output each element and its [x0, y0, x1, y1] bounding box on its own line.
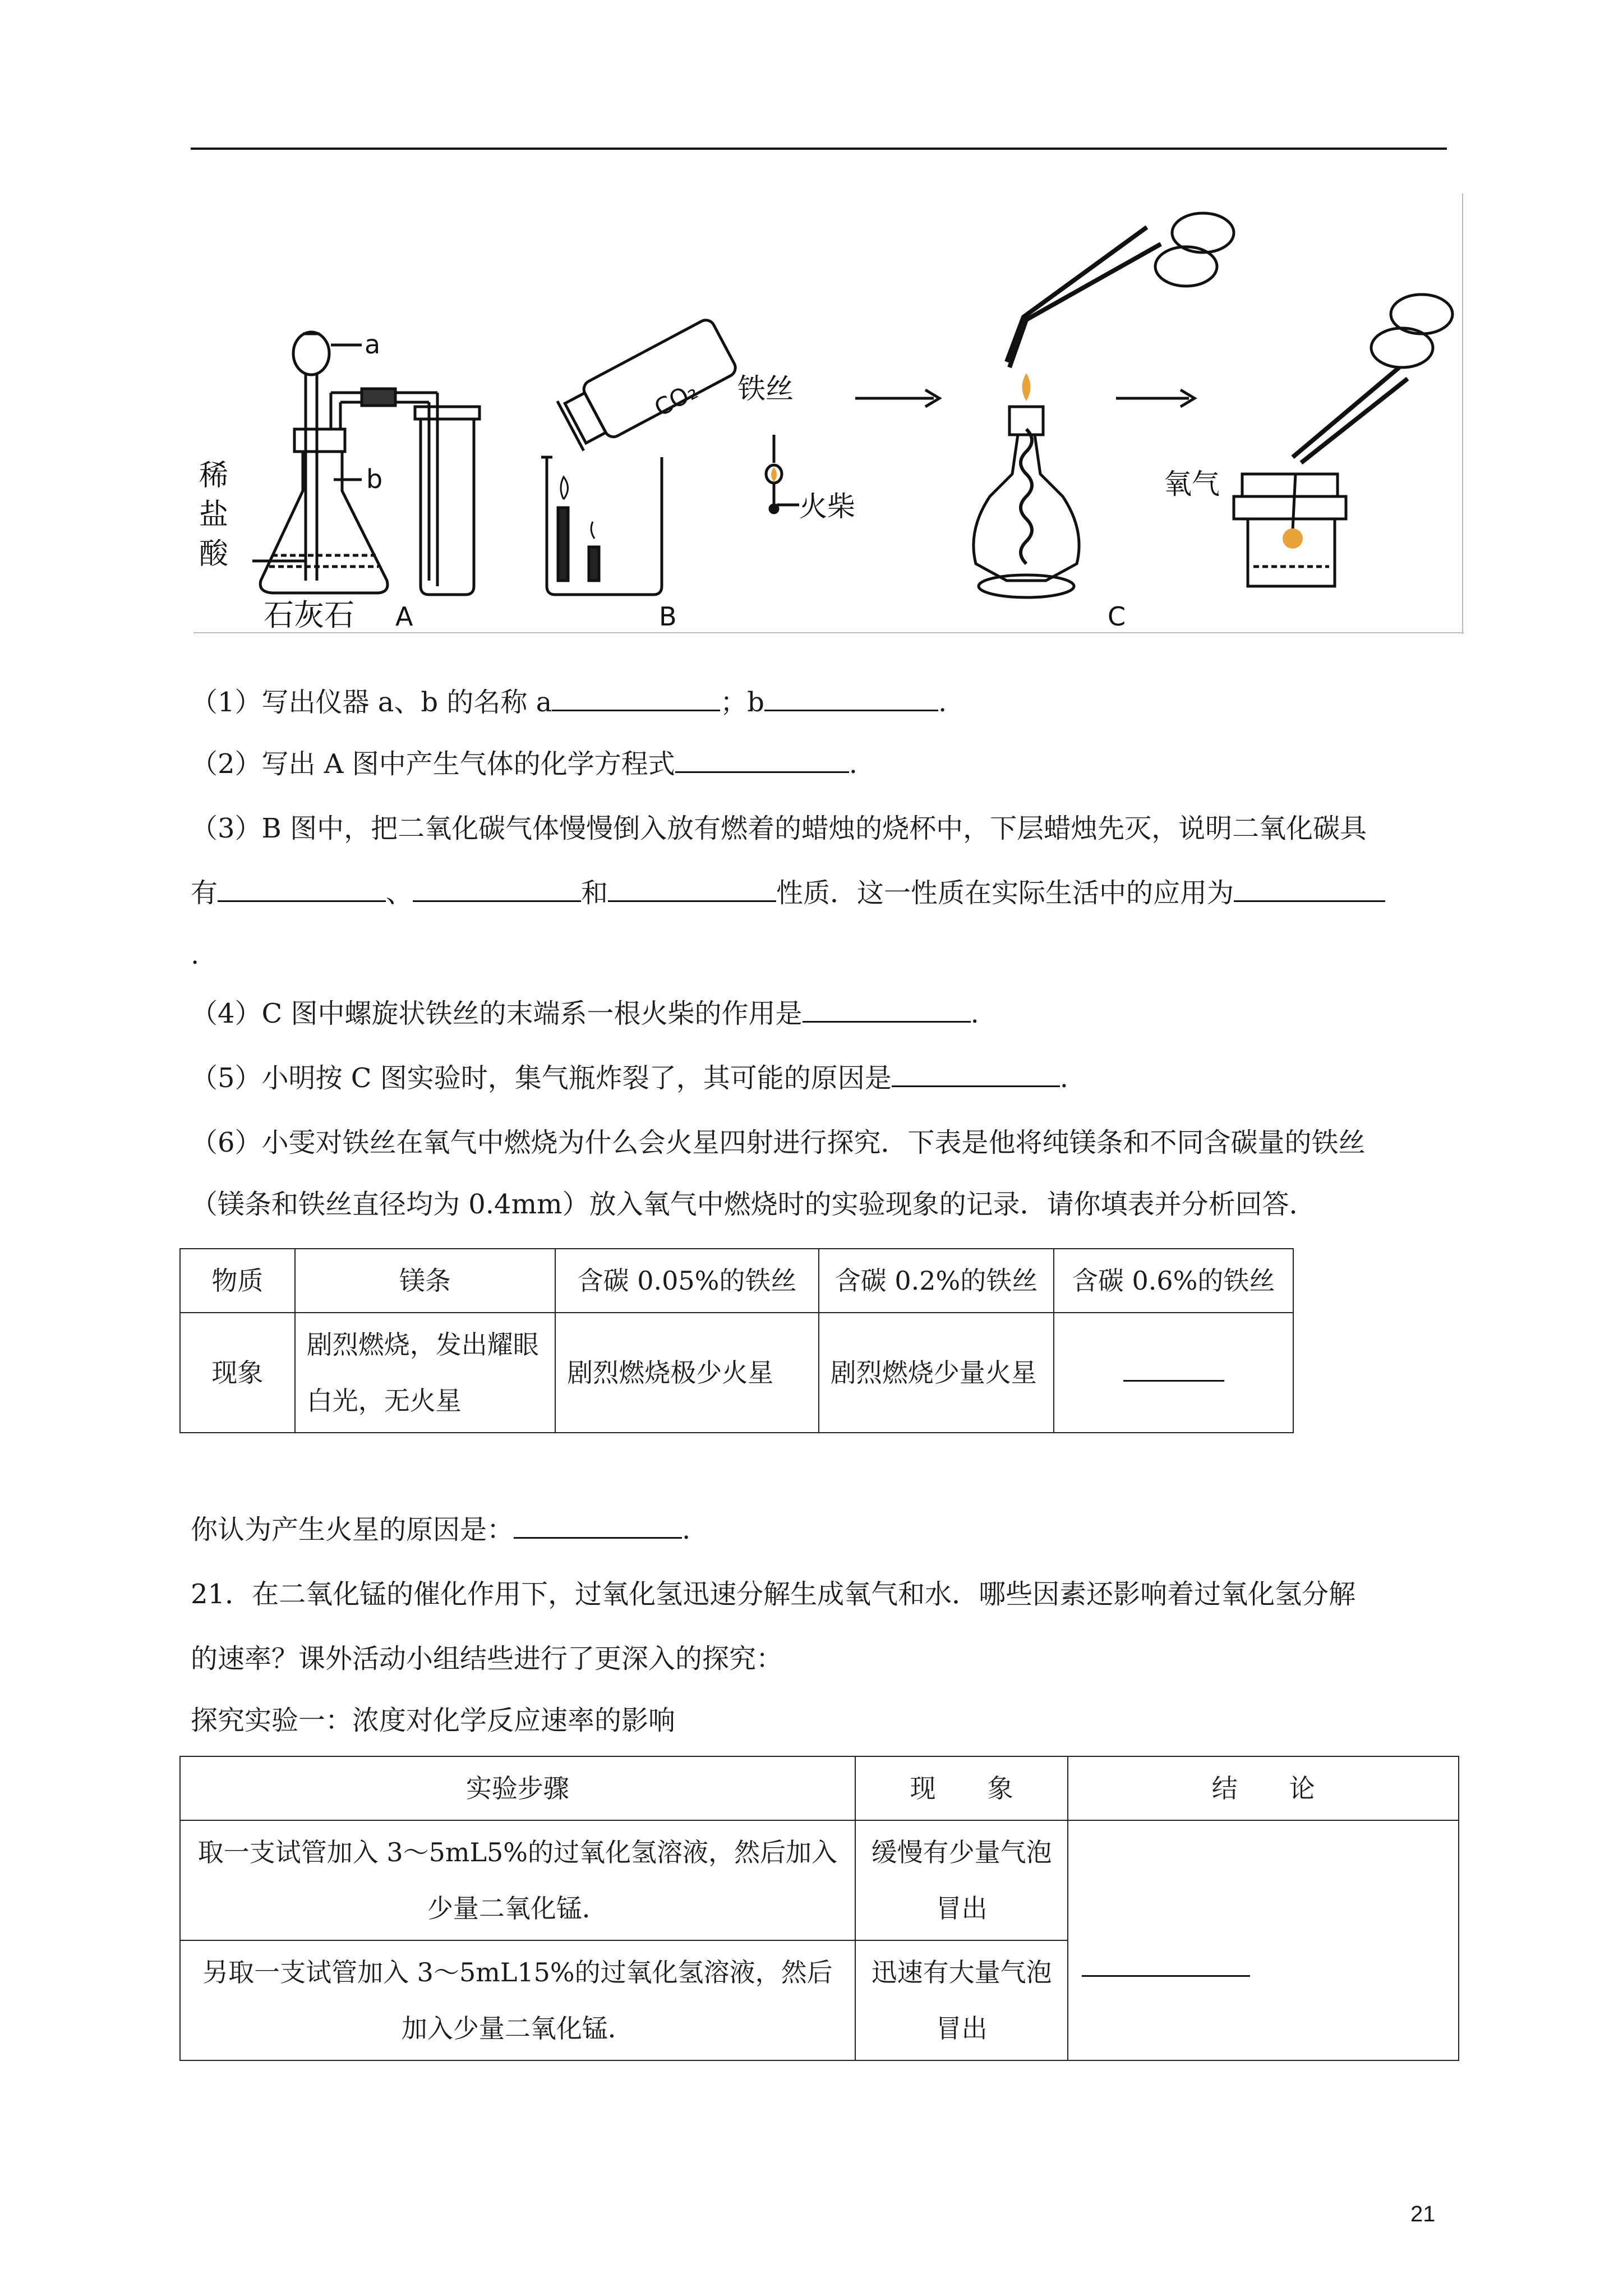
answer-blank-application[interactable]: [1234, 878, 1385, 902]
question-21-line-2: 的速率？课外活动小组结些进行了更深入的探究：: [191, 1643, 783, 1674]
table-cell: 剧烈燃烧，发出耀眼白光，无火星: [295, 1313, 555, 1433]
answer-blank-match-role[interactable]: [803, 999, 971, 1023]
table-cell: 现象: [180, 1313, 295, 1433]
label-acid-1: 稀: [199, 459, 229, 493]
table-header: 结 论: [1068, 1756, 1459, 1820]
answer-blank-phenomenon[interactable]: [1123, 1358, 1224, 1382]
table-cell: 剧烈燃烧少量火星: [819, 1313, 1054, 1433]
apparatus-c: [766, 213, 1453, 597]
spark-reason: 你认为产生火星的原因是： .: [191, 1514, 691, 1545]
table-row: [180, 1820, 1459, 1940]
table-cell-phenomenon: 缓慢有少量气泡冒出: [855, 1820, 1068, 1940]
table-cell-step: 取一支试管加入 3～5mL5%的过氧化氢溶液，然后加入少量二氧化锰．: [180, 1820, 855, 1940]
answer-blank-bottle-crack[interactable]: [892, 1063, 1060, 1087]
apparatus-b: [541, 317, 739, 595]
table-header: 现 象: [855, 1756, 1068, 1820]
label-b: b: [366, 464, 383, 494]
table-cell-answer[interactable]: [1054, 1313, 1293, 1433]
apparatus-figure: [193, 194, 1464, 634]
table-cell: 镁条: [295, 1249, 555, 1313]
table-cell: 含碳 0.6%的铁丝: [1054, 1249, 1293, 1313]
answer-blank-property-3[interactable]: [608, 878, 776, 902]
question-6-line-2: （镁条和铁丝直径均为 0.4mm）放入氧气中燃烧时的实验现象的记录．请你填表并分析回答．: [191, 1189, 1316, 1220]
question-21-subtitle: 探究实验一：浓度对化学反应速率的影响: [191, 1705, 676, 1736]
page-number: 21: [1410, 2202, 1436, 2226]
question-3-line-2: 有 、 和 性质．这一性质在实际生活中的应用为: [191, 875, 1447, 911]
answer-blank-property-2[interactable]: [413, 878, 581, 902]
table-cell-step: 另取一支试管加入 3～5mL15%的过氧化氢溶液，然后加入少量二氧化锰．: [180, 1940, 855, 2060]
question-2: （2）写出 A 图中产生气体的化学方程式 .: [191, 748, 857, 780]
label-co2: CO₂: [649, 376, 702, 422]
table-row: [180, 1313, 1293, 1433]
question-1: （1）写出仪器 a、b 的名称 a ；b .: [191, 687, 947, 718]
table-row: [180, 1249, 1293, 1313]
table-row: [180, 1756, 1459, 1820]
question-21-line-1: 21．在二氧化锰的催化作用下，过氧化氢迅速分解生成氧气和水．哪些因素还影响着过氧化氢分解: [191, 1579, 1356, 1610]
answer-blank-property-1[interactable]: [218, 878, 386, 902]
answer-blank-a[interactable]: [552, 687, 720, 711]
question-5: （5）小明按 C 图实验时，集气瓶炸裂了，其可能的原因是 .: [191, 1062, 1069, 1094]
apparatus-drawing: [193, 194, 1464, 634]
table-cell: 含碳 0.05%的铁丝: [555, 1249, 819, 1313]
label-acid-3: 酸: [199, 537, 229, 571]
answer-blank-conclusion[interactable]: [1082, 1953, 1250, 1977]
answer-blank-b[interactable]: [764, 687, 938, 711]
table-cell: 剧烈燃烧极少火星: [555, 1313, 819, 1433]
answer-blank-spark-reason[interactable]: [514, 1515, 682, 1539]
label-acid-2: 盐: [199, 498, 229, 532]
table-cell-conclusion[interactable]: [1068, 1820, 1459, 2060]
table-cell: 物质: [180, 1249, 295, 1313]
label-limestone: 石灰石: [264, 597, 354, 633]
label-A: A: [395, 601, 413, 632]
answer-blank-equation[interactable]: [675, 749, 849, 773]
combustion-table: [179, 1248, 1294, 1433]
label-a: a: [365, 329, 381, 360]
label-B: B: [659, 601, 677, 632]
question-3-line-3: .: [191, 939, 200, 970]
label-oxygen: 氧气: [1164, 468, 1220, 500]
table-cell-phenomenon: 迅速有大量气泡冒出: [855, 1940, 1068, 2060]
table-cell: 含碳 0.2%的铁丝: [819, 1249, 1054, 1313]
label-C: C: [1108, 601, 1126, 632]
table-header: 实验步骤: [180, 1756, 855, 1820]
header-rule: [191, 148, 1447, 150]
apparatus-a: [252, 332, 479, 595]
question-3-line-1: （3）B 图中，把二氧化碳气体慢慢倒入放有燃着的蜡烛的烧杯中，下层蜡烛先灭，说明二氧化碳具: [191, 813, 1367, 844]
experiment-table: [179, 1756, 1459, 2061]
label-iron-wire: 铁丝: [737, 372, 794, 405]
question-6-line-1: （6）小雯对铁丝在氧气中燃烧为什么会火星四射进行探究．下表是他将纯镁条和不同含碳量的铁丝: [191, 1127, 1366, 1158]
label-match: 火柴: [799, 490, 855, 523]
question-4: （4）C 图中螺旋状铁丝的末端系一根火柴的作用是 .: [191, 998, 979, 1029]
